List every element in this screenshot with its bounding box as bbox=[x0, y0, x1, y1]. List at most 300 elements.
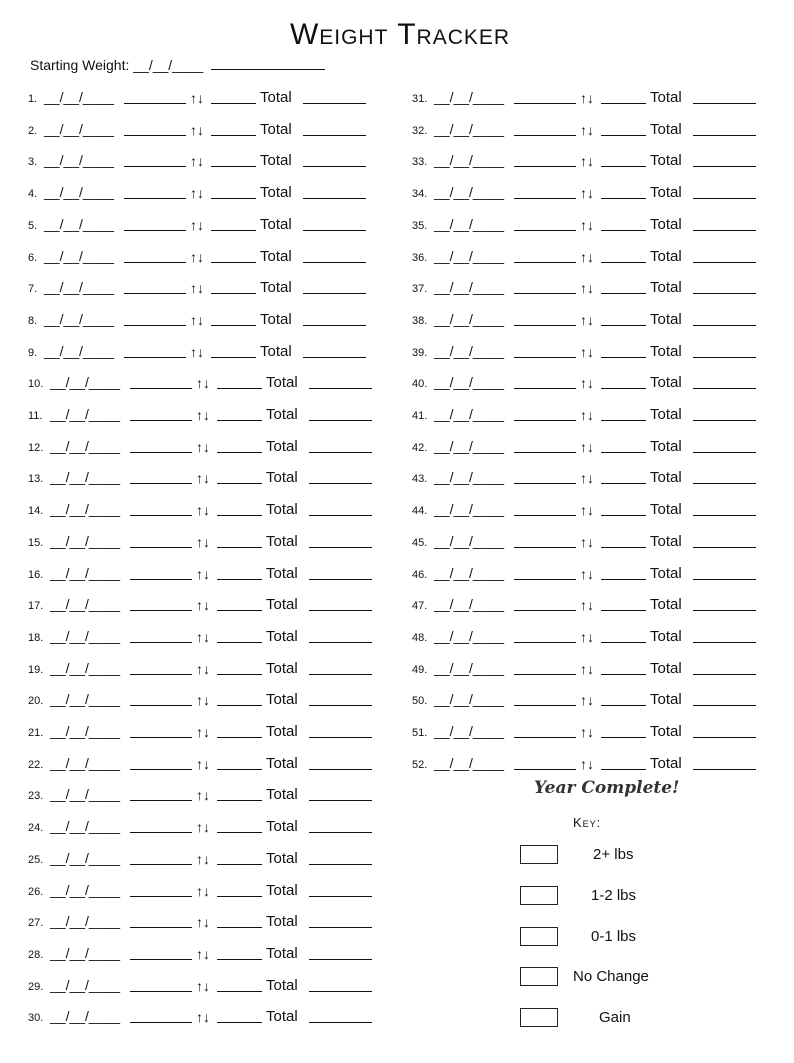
entry-change-field[interactable] bbox=[217, 959, 262, 960]
entry-change-field[interactable] bbox=[211, 293, 256, 294]
entry-weight-field[interactable] bbox=[124, 198, 186, 199]
total-label: Total bbox=[266, 659, 298, 677]
entry-date[interactable]: __/__/____ bbox=[50, 691, 121, 708]
entry-total-field[interactable] bbox=[309, 959, 372, 960]
entry-change-field[interactable] bbox=[211, 166, 256, 167]
total-label: Total bbox=[266, 469, 298, 487]
entry-date[interactable]: __/__/____ bbox=[50, 754, 121, 771]
entry-date[interactable]: __/__/____ bbox=[44, 184, 115, 201]
entry-number: 2. bbox=[28, 124, 38, 137]
entry-total-field[interactable] bbox=[693, 515, 756, 516]
entry-change-field[interactable] bbox=[217, 547, 262, 548]
entry-change-field[interactable] bbox=[601, 515, 646, 516]
entry-weight-field[interactable] bbox=[130, 642, 192, 643]
entry-weight-field[interactable] bbox=[130, 1022, 192, 1023]
entry-total-field[interactable] bbox=[309, 927, 372, 928]
entry-change-field[interactable] bbox=[601, 642, 646, 643]
entry-total-field[interactable] bbox=[309, 674, 372, 675]
entry-total-field[interactable] bbox=[309, 515, 372, 516]
total-label: Total bbox=[266, 881, 298, 899]
entry-date[interactable]: __/__/____ bbox=[44, 215, 115, 232]
entry-weight-field[interactable] bbox=[514, 737, 576, 738]
key-color-box[interactable] bbox=[520, 967, 558, 986]
entry-change-field[interactable] bbox=[601, 610, 646, 611]
entry-row bbox=[28, 183, 378, 203]
entry-total-field[interactable] bbox=[693, 452, 756, 453]
entry-date[interactable]: __/__/____ bbox=[50, 437, 121, 454]
entry-date[interactable]: __/__/____ bbox=[434, 406, 505, 422]
entry-weight-field[interactable] bbox=[514, 483, 576, 484]
entry-weight-field[interactable] bbox=[124, 135, 186, 136]
entry-change-field[interactable] bbox=[217, 610, 262, 611]
entry-change-field[interactable] bbox=[211, 262, 256, 263]
key-item-label: Gain bbox=[599, 1009, 631, 1026]
entry-date[interactable]: __/__/____ bbox=[434, 152, 505, 169]
entry-total-field[interactable] bbox=[303, 103, 366, 104]
entry-change-field[interactable] bbox=[601, 452, 646, 453]
entry-number: 22. bbox=[28, 758, 44, 771]
total-label: Total bbox=[266, 818, 298, 836]
total-label: Total bbox=[650, 247, 682, 265]
entry-row bbox=[412, 120, 762, 140]
entry-change-field[interactable] bbox=[217, 1022, 262, 1023]
entry-number: 44. bbox=[412, 505, 428, 518]
entry-number: 38. bbox=[412, 314, 428, 327]
entry-weight-field[interactable] bbox=[130, 959, 192, 960]
up-down-arrows-icon: ↑↓ bbox=[580, 724, 594, 740]
entry-total-field[interactable] bbox=[693, 230, 756, 231]
total-label: Total bbox=[266, 437, 298, 455]
entry-row bbox=[28, 310, 378, 330]
entry-number: 52. bbox=[412, 758, 428, 771]
entry-weight-field[interactable] bbox=[514, 705, 576, 706]
entry-weight-field[interactable] bbox=[514, 610, 576, 611]
entry-change-field[interactable] bbox=[217, 642, 262, 643]
entry-change-field[interactable] bbox=[217, 420, 262, 421]
entry-change-field[interactable] bbox=[211, 325, 256, 326]
entry-date[interactable]: __/__/____ bbox=[50, 406, 121, 422]
entry-row bbox=[28, 88, 378, 108]
entry-weight-field[interactable] bbox=[130, 927, 192, 928]
entry-change-field[interactable] bbox=[601, 357, 646, 358]
entry-weight-field[interactable] bbox=[124, 262, 186, 263]
entry-date[interactable]: __/__/____ bbox=[50, 913, 121, 930]
entry-change-field[interactable] bbox=[217, 452, 262, 453]
entry-change-field[interactable] bbox=[217, 769, 262, 770]
entry-change-field[interactable] bbox=[601, 103, 646, 104]
entry-total-field[interactable] bbox=[693, 357, 756, 358]
entry-date[interactable]: __/__/____ bbox=[50, 659, 121, 676]
total-label: Total bbox=[650, 627, 682, 645]
entry-total-field[interactable] bbox=[309, 705, 372, 706]
total-label: Total bbox=[266, 627, 298, 645]
entry-weight-field[interactable] bbox=[130, 388, 192, 389]
entry-change-field[interactable] bbox=[601, 262, 646, 263]
entry-change-field[interactable] bbox=[217, 927, 262, 928]
entry-date[interactable]: __/__/____ bbox=[50, 818, 121, 835]
entry-change-field[interactable] bbox=[211, 198, 256, 199]
entry-weight-field[interactable] bbox=[514, 198, 576, 199]
entry-date[interactable]: __/__/____ bbox=[50, 501, 121, 518]
entry-date[interactable]: __/__/____ bbox=[50, 374, 121, 391]
entry-change-field[interactable] bbox=[601, 293, 646, 294]
entry-date[interactable]: __/__/____ bbox=[434, 437, 505, 454]
entry-weight-field[interactable] bbox=[514, 452, 576, 453]
entry-date[interactable]: __/__/____ bbox=[44, 247, 115, 264]
entry-total-field[interactable] bbox=[309, 800, 372, 801]
entry-row bbox=[412, 405, 762, 425]
entry-total-field[interactable] bbox=[309, 832, 372, 833]
entry-date[interactable]: __/__/____ bbox=[50, 786, 121, 803]
entry-number: 48. bbox=[412, 631, 428, 644]
entry-date[interactable]: __/__/____ bbox=[434, 247, 505, 264]
entry-total-field[interactable] bbox=[693, 579, 756, 580]
entry-date[interactable]: __/__/____ bbox=[434, 627, 505, 644]
entry-date[interactable]: __/__/____ bbox=[44, 342, 115, 359]
entry-weight-field[interactable] bbox=[130, 896, 192, 897]
entry-total-field[interactable] bbox=[693, 135, 756, 136]
entry-weight-field[interactable] bbox=[124, 166, 186, 167]
up-down-arrows-icon: ↑↓ bbox=[196, 438, 210, 455]
entry-weight-field[interactable] bbox=[130, 674, 192, 675]
entry-number: 16. bbox=[28, 568, 44, 581]
up-down-arrows-icon: ↑↓ bbox=[190, 248, 204, 265]
entry-row bbox=[412, 215, 762, 235]
entry-weight-field[interactable] bbox=[514, 166, 576, 167]
entry-weight-field[interactable] bbox=[124, 230, 186, 231]
entry-date[interactable]: __/__/____ bbox=[44, 310, 115, 327]
entry-total-field[interactable] bbox=[693, 769, 756, 770]
entry-date[interactable]: __/__/____ bbox=[434, 723, 505, 739]
entry-row bbox=[28, 247, 378, 267]
entry-total-field[interactable] bbox=[309, 579, 372, 580]
entry-weight-field[interactable] bbox=[130, 610, 192, 611]
entry-weight-field[interactable] bbox=[124, 357, 186, 358]
entry-weight-field[interactable] bbox=[514, 642, 576, 643]
up-down-arrows-icon: ↑↓ bbox=[196, 533, 210, 550]
entry-total-field[interactable] bbox=[693, 420, 756, 421]
entry-change-field[interactable] bbox=[601, 547, 646, 548]
up-down-arrows-icon: ↑↓ bbox=[190, 90, 204, 106]
entry-row bbox=[28, 944, 378, 964]
entry-row bbox=[28, 659, 378, 679]
up-down-arrows-icon: ↑↓ bbox=[580, 628, 594, 645]
up-down-arrows-icon: ↑↓ bbox=[580, 185, 594, 202]
entry-weight-field[interactable] bbox=[514, 515, 576, 516]
entry-total-field[interactable] bbox=[693, 293, 756, 294]
entry-number: 37. bbox=[412, 283, 428, 296]
entry-date[interactable]: __/__/____ bbox=[50, 1008, 121, 1025]
starting-weight-date[interactable]: __/__/____ bbox=[133, 57, 204, 73]
up-down-arrows-icon: ↑↓ bbox=[196, 850, 210, 867]
entry-total-field[interactable] bbox=[309, 642, 372, 643]
entry-total-field[interactable] bbox=[303, 166, 366, 167]
entry-total-field[interactable] bbox=[303, 230, 366, 231]
entry-date[interactable]: __/__/____ bbox=[50, 881, 121, 898]
starting-weight-row bbox=[30, 57, 325, 73]
entry-date[interactable]: __/__/____ bbox=[434, 659, 505, 676]
entry-total-field[interactable] bbox=[309, 769, 372, 770]
total-label: Total bbox=[266, 691, 298, 709]
entry-date[interactable]: __/__/____ bbox=[434, 754, 505, 771]
entry-change-field[interactable] bbox=[601, 705, 646, 706]
entry-total-field[interactable] bbox=[693, 198, 756, 199]
entry-weight-field[interactable] bbox=[124, 293, 186, 294]
key-color-box[interactable] bbox=[520, 1008, 558, 1027]
entry-weight-field[interactable] bbox=[124, 103, 186, 104]
entry-date[interactable]: __/__/____ bbox=[434, 596, 505, 613]
entry-weight-field[interactable] bbox=[514, 262, 576, 263]
entry-weight-field[interactable] bbox=[130, 579, 192, 580]
entry-weight-field[interactable] bbox=[130, 452, 192, 453]
entry-weight-field[interactable] bbox=[130, 737, 192, 738]
key-item-label: 0-1 lbs bbox=[591, 928, 637, 945]
entry-total-field[interactable] bbox=[303, 198, 366, 199]
entry-number: 13. bbox=[28, 473, 44, 486]
entry-weight-field[interactable] bbox=[130, 483, 192, 484]
entry-date[interactable]: __/__/____ bbox=[434, 691, 505, 708]
entry-date[interactable]: __/__/____ bbox=[434, 184, 505, 201]
entry-weight-field[interactable] bbox=[514, 769, 576, 770]
entry-weight-field[interactable] bbox=[130, 705, 192, 706]
up-down-arrows-icon: ↑↓ bbox=[190, 343, 204, 360]
entry-total-field[interactable] bbox=[303, 135, 366, 136]
entry-weight-field[interactable] bbox=[514, 103, 576, 104]
entry-date[interactable]: __/__/____ bbox=[44, 279, 115, 296]
entry-change-field[interactable] bbox=[211, 230, 256, 231]
entry-change-field[interactable] bbox=[211, 135, 256, 136]
total-label: Total bbox=[260, 342, 292, 360]
total-label: Total bbox=[650, 691, 682, 709]
entry-total-field[interactable] bbox=[693, 166, 756, 167]
entry-change-field[interactable] bbox=[211, 103, 256, 104]
entry-total-field[interactable] bbox=[309, 737, 372, 738]
entry-total-field[interactable] bbox=[303, 357, 366, 358]
entry-change-field[interactable] bbox=[217, 388, 262, 389]
entry-change-field[interactable] bbox=[211, 357, 256, 358]
entry-change-field[interactable] bbox=[217, 832, 262, 833]
entry-weight-field[interactable] bbox=[130, 515, 192, 516]
entry-total-field[interactable] bbox=[693, 705, 756, 706]
entry-date[interactable]: __/__/____ bbox=[50, 944, 121, 961]
entry-date[interactable]: __/__/____ bbox=[434, 89, 505, 105]
entry-total-field[interactable] bbox=[693, 642, 756, 643]
entry-total-field[interactable] bbox=[309, 388, 372, 389]
total-label: Total bbox=[266, 944, 298, 962]
entry-weight-field[interactable] bbox=[514, 357, 576, 358]
total-label: Total bbox=[650, 532, 682, 550]
entry-weight-field[interactable] bbox=[514, 293, 576, 294]
entry-number: 51. bbox=[412, 727, 428, 739]
entry-date[interactable]: __/__/____ bbox=[434, 342, 505, 359]
entry-change-field[interactable] bbox=[217, 483, 262, 484]
entry-weight-field[interactable] bbox=[130, 769, 192, 770]
entry-total-field[interactable] bbox=[309, 547, 372, 548]
entry-change-field[interactable] bbox=[601, 388, 646, 389]
entry-row bbox=[28, 690, 378, 710]
up-down-arrows-icon: ↑↓ bbox=[580, 470, 594, 487]
entry-change-field[interactable] bbox=[601, 579, 646, 580]
entry-number: 5. bbox=[28, 219, 38, 232]
entry-row bbox=[412, 88, 762, 108]
entry-date[interactable]: __/__/____ bbox=[44, 152, 115, 169]
entry-row bbox=[412, 754, 762, 774]
total-label: Total bbox=[266, 501, 298, 519]
entry-date[interactable]: __/__/____ bbox=[434, 469, 505, 486]
entry-total-field[interactable] bbox=[693, 325, 756, 326]
entry-row bbox=[28, 215, 378, 235]
entry-date[interactable]: __/__/____ bbox=[44, 120, 115, 137]
entry-change-field[interactable] bbox=[217, 674, 262, 675]
key-color-box[interactable] bbox=[520, 927, 558, 946]
entry-total-field[interactable] bbox=[693, 262, 756, 263]
entry-date[interactable]: __/__/____ bbox=[434, 279, 505, 296]
entry-change-field[interactable] bbox=[217, 896, 262, 897]
entry-change-field[interactable] bbox=[601, 325, 646, 326]
entry-change-field[interactable] bbox=[601, 420, 646, 421]
entry-date[interactable]: __/__/____ bbox=[50, 469, 121, 486]
entry-number: 25. bbox=[28, 853, 44, 866]
entry-weight-field[interactable] bbox=[514, 579, 576, 580]
entry-number: 47. bbox=[412, 600, 428, 613]
entry-date[interactable]: __/__/____ bbox=[50, 596, 121, 613]
entry-change-field[interactable] bbox=[601, 166, 646, 167]
entry-weight-field[interactable] bbox=[514, 135, 576, 136]
up-down-arrows-icon: ↑↓ bbox=[580, 216, 594, 233]
entry-total-field[interactable] bbox=[303, 325, 366, 326]
up-down-arrows-icon: ↑↓ bbox=[580, 90, 594, 106]
entry-number: 17. bbox=[28, 600, 44, 613]
entry-number: 26. bbox=[28, 885, 44, 898]
entry-date[interactable]: __/__/____ bbox=[434, 120, 505, 137]
entry-total-field[interactable] bbox=[309, 483, 372, 484]
entry-change-field[interactable] bbox=[601, 674, 646, 675]
entry-total-field[interactable] bbox=[309, 610, 372, 611]
entry-weight-field[interactable] bbox=[130, 832, 192, 833]
entry-number: 45. bbox=[412, 536, 428, 549]
entry-number: 39. bbox=[412, 346, 428, 359]
entry-total-field[interactable] bbox=[693, 547, 756, 548]
entry-number: 18. bbox=[28, 631, 44, 644]
entry-weight-field[interactable] bbox=[124, 325, 186, 326]
entry-change-field[interactable] bbox=[601, 230, 646, 231]
total-label: Total bbox=[266, 786, 298, 804]
entry-weight-field[interactable] bbox=[130, 420, 192, 421]
entry-total-field[interactable] bbox=[309, 420, 372, 421]
up-down-arrows-icon: ↑↓ bbox=[196, 470, 210, 487]
entry-change-field[interactable] bbox=[601, 769, 646, 770]
entry-total-field[interactable] bbox=[693, 388, 756, 389]
entry-weight-field[interactable] bbox=[514, 325, 576, 326]
entry-row bbox=[412, 183, 762, 203]
entry-date[interactable]: __/__/____ bbox=[50, 976, 121, 993]
entry-total-field[interactable] bbox=[693, 103, 756, 104]
entry-change-field[interactable] bbox=[217, 579, 262, 580]
total-label: Total bbox=[266, 596, 298, 614]
entry-total-field[interactable] bbox=[693, 483, 756, 484]
entry-weight-field[interactable] bbox=[514, 388, 576, 389]
entry-change-field[interactable] bbox=[601, 135, 646, 136]
entry-total-field[interactable] bbox=[693, 674, 756, 675]
entry-weight-field[interactable] bbox=[130, 800, 192, 801]
entry-change-field[interactable] bbox=[217, 515, 262, 516]
entry-row bbox=[28, 627, 378, 647]
entry-date[interactable]: __/__/____ bbox=[50, 723, 121, 739]
up-down-arrows-icon: ↑↓ bbox=[580, 755, 594, 772]
entry-total-field[interactable] bbox=[309, 991, 372, 992]
up-down-arrows-icon: ↑↓ bbox=[580, 311, 594, 328]
entry-total-field[interactable] bbox=[693, 610, 756, 611]
entry-weight-field[interactable] bbox=[130, 864, 192, 865]
entry-date[interactable]: __/__/____ bbox=[50, 564, 121, 581]
entry-total-field[interactable] bbox=[309, 1022, 372, 1023]
entry-row bbox=[412, 690, 762, 710]
entry-number: 9. bbox=[28, 346, 38, 359]
entry-total-field[interactable] bbox=[309, 452, 372, 453]
total-label: Total bbox=[260, 215, 292, 233]
entry-weight-field[interactable] bbox=[514, 547, 576, 548]
entry-row bbox=[28, 785, 378, 805]
entry-total-field[interactable] bbox=[303, 262, 366, 263]
entry-number: 15. bbox=[28, 536, 44, 549]
entry-date[interactable]: __/__/____ bbox=[434, 310, 505, 327]
entry-row bbox=[412, 532, 762, 552]
year-complete-text: Year Complete! bbox=[534, 778, 680, 798]
entry-date[interactable]: __/__/____ bbox=[50, 849, 121, 866]
up-down-arrows-icon: ↑↓ bbox=[196, 502, 210, 519]
entry-change-field[interactable] bbox=[217, 800, 262, 801]
entry-weight-field[interactable] bbox=[514, 230, 576, 231]
entry-change-field[interactable] bbox=[217, 991, 262, 992]
entry-change-field[interactable] bbox=[601, 483, 646, 484]
starting-weight-field[interactable] bbox=[211, 57, 325, 70]
entry-number: 50. bbox=[412, 695, 428, 708]
entry-date[interactable]: __/__/____ bbox=[50, 627, 121, 644]
entry-number: 32. bbox=[412, 124, 428, 137]
entry-change-field[interactable] bbox=[601, 198, 646, 199]
up-down-arrows-icon: ↑↓ bbox=[190, 311, 204, 328]
entry-weight-field[interactable] bbox=[514, 420, 576, 421]
entry-number: 30. bbox=[28, 1012, 44, 1025]
up-down-arrows-icon: ↑↓ bbox=[190, 216, 204, 233]
entry-change-field[interactable] bbox=[601, 737, 646, 738]
entry-weight-field[interactable] bbox=[130, 547, 192, 548]
entry-change-field[interactable] bbox=[217, 705, 262, 706]
entry-date[interactable]: __/__/____ bbox=[434, 374, 505, 391]
key-color-box[interactable] bbox=[520, 886, 558, 905]
key-color-box[interactable] bbox=[520, 845, 558, 864]
entry-date[interactable]: __/__/____ bbox=[434, 532, 505, 549]
entry-number: 36. bbox=[412, 251, 428, 264]
entry-total-field[interactable] bbox=[309, 864, 372, 865]
entry-number: 28. bbox=[28, 948, 44, 961]
entry-date[interactable]: __/__/____ bbox=[434, 564, 505, 581]
entry-change-field[interactable] bbox=[217, 737, 262, 738]
total-label: Total bbox=[650, 342, 682, 360]
entry-weight-field[interactable] bbox=[514, 674, 576, 675]
entry-date[interactable]: __/__/____ bbox=[44, 89, 115, 105]
entry-date[interactable]: __/__/____ bbox=[434, 215, 505, 232]
entry-weight-field[interactable] bbox=[130, 991, 192, 992]
entry-total-field[interactable] bbox=[303, 293, 366, 294]
up-down-arrows-icon: ↑↓ bbox=[196, 945, 210, 962]
key-item-label: 2+ lbs bbox=[593, 846, 634, 863]
entry-total-field[interactable] bbox=[693, 737, 756, 738]
entry-total-field[interactable] bbox=[309, 896, 372, 897]
entry-date[interactable]: __/__/____ bbox=[50, 532, 121, 549]
entry-date[interactable]: __/__/____ bbox=[434, 501, 505, 518]
entry-change-field[interactable] bbox=[217, 864, 262, 865]
